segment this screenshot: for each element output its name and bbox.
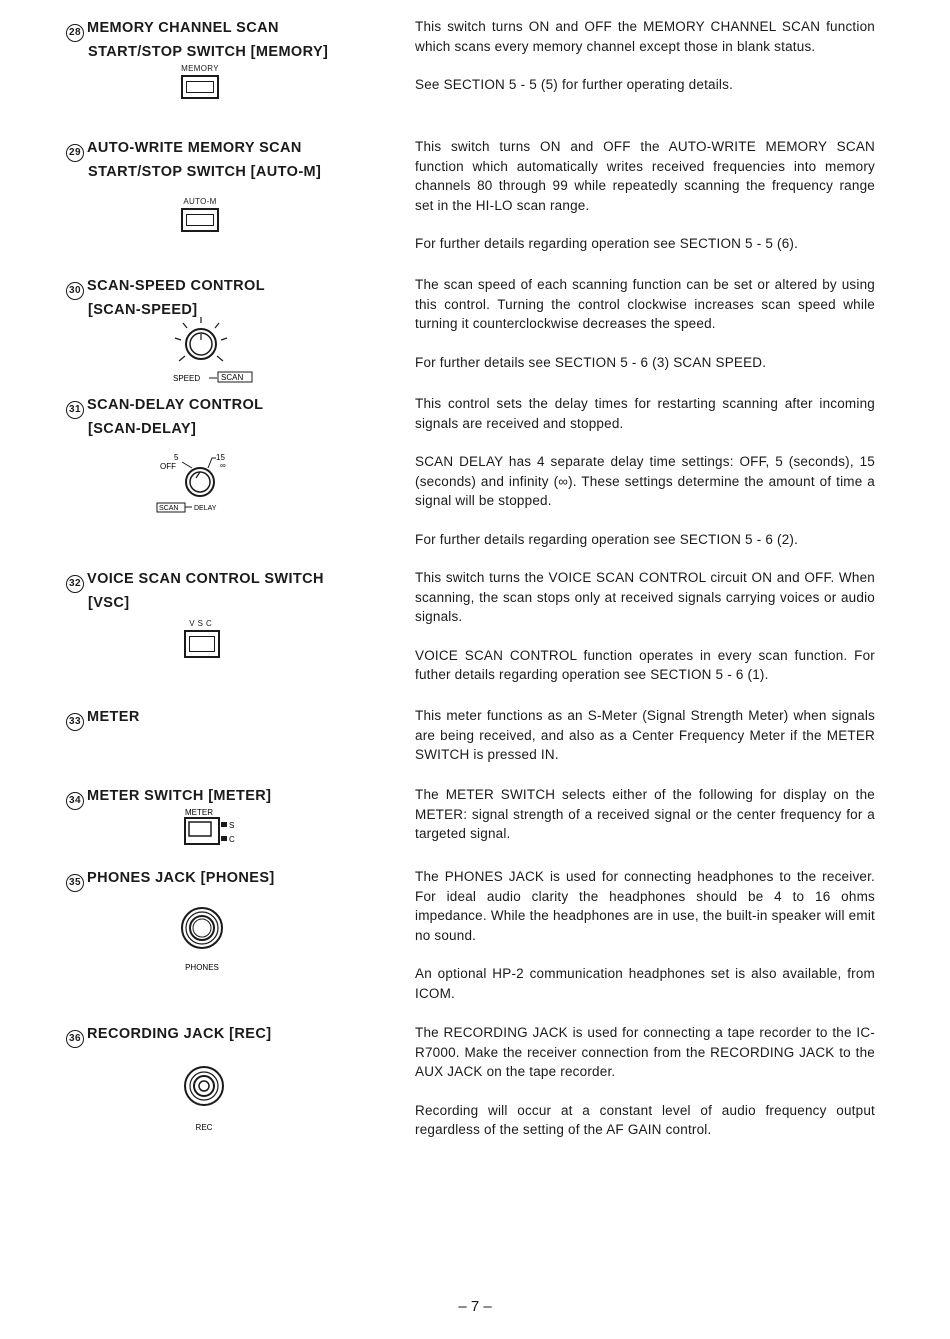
knob-icon <box>165 314 265 386</box>
entry-description <box>415 275 875 391</box>
entry-heading <box>66 868 366 892</box>
heading-line-1: SCAN-DELAY CONTROL <box>87 397 264 413</box>
item-number: 30 <box>66 282 84 300</box>
entry-description <box>415 137 875 273</box>
icon-label: REC <box>195 1123 213 1132</box>
tick-label: 15 <box>216 453 225 462</box>
item-number: 28 <box>66 24 84 42</box>
entry-description <box>415 867 875 1022</box>
rocker-switch-icon <box>176 197 224 232</box>
heading-line-2: [SCAN-SPEED] <box>88 302 198 318</box>
paragraph: For further details see SECTION 5 - 6 (3) SCAN SPEED. <box>415 354 767 370</box>
entry-heading <box>66 1024 366 1048</box>
paragraph: Recording will occur at a constant level of audio frequency output regardless of the setting of the AF GAIN control. <box>415 1102 875 1137</box>
tick-label: C <box>229 835 235 844</box>
paragraph: The RECORDING JACK is used for connecting a tape recorder to the IC-R7000. Make the receiver connection from the RECORDING JACK to the AUX JACK on the tape recorder. <box>415 1025 875 1079</box>
heading-line-1: METER <box>87 709 140 725</box>
heading-line-2: [VSC] <box>88 595 130 611</box>
icon-label-2: SCAN <box>221 373 244 382</box>
push-switch-icon <box>182 806 252 850</box>
heading-line-1: METER SWITCH [METER] <box>87 788 272 804</box>
entry-heading <box>66 707 366 731</box>
item-number: 29 <box>66 144 84 162</box>
heading-line-2: [SCAN-DELAY] <box>88 421 197 437</box>
icon-label: METER <box>185 808 213 817</box>
heading-line-1: RECORDING JACK [REC] <box>87 1026 272 1042</box>
paragraph: An optional HP-2 communication headphones set is also available, from ICOM. <box>415 966 875 1001</box>
icon-label-2: SCAN <box>159 505 179 512</box>
entry-description <box>415 17 875 114</box>
entry-heading <box>66 569 366 613</box>
icon-label: AUTO-M <box>183 197 217 206</box>
paragraph: This control sets the delay times for restarting scanning after incoming signals are received and stopped. <box>415 396 875 431</box>
page-number: – 7 – <box>458 1298 492 1315</box>
rocker-switch-icon <box>176 64 224 99</box>
heading-line-1: MEMORY CHANNEL SCAN <box>87 20 279 36</box>
icon-label: VSC <box>189 619 215 628</box>
item-number: 36 <box>66 1030 84 1048</box>
entry-heading <box>66 138 366 182</box>
item-number: 35 <box>66 874 84 892</box>
entry-description <box>415 785 875 863</box>
heading-line-1: VOICE SCAN CONTROL SWITCH <box>87 571 324 587</box>
paragraph: This switch turns ON and OFF the MEMORY CHANNEL SCAN function which scans every memory channel except those in blank status. <box>415 19 875 54</box>
tick-label: 5 <box>174 453 179 462</box>
rocker-switch-icon <box>180 619 224 658</box>
paragraph: VOICE SCAN CONTROL function operates in every scan function. For futher details regarding operation see SECTION 5 - 6 (1). <box>415 647 875 682</box>
paragraph: SCAN DELAY has 4 separate delay time settings: OFF, 5 (seconds), 15 (seconds) and infinity (∞). These settings determine the amount of time a signal will be stopped. <box>415 454 875 508</box>
item-number: 34 <box>66 792 84 810</box>
entry-description <box>415 568 875 704</box>
paragraph: The METER SWITCH selects either of the following for display on the METER: signal strength of a received signal or the center frequency for a targeted signal. <box>415 787 875 841</box>
heading-line-2: START/STOP SWITCH [MEMORY] <box>88 44 329 60</box>
paragraph: The scan speed of each scanning function can be set or altered by using this control. Turning the control clockwise increases scan speed while turning it counterclockwise decreases the speed. <box>415 277 875 331</box>
heading-line-1: SCAN-SPEED CONTROL <box>87 278 265 294</box>
paragraph: See SECTION 5 - 5 (5) for further operating details. <box>415 77 734 92</box>
icon-label: SPEED <box>173 374 201 383</box>
tick-label: OFF <box>160 462 176 471</box>
tick-label: ∞ <box>220 461 226 470</box>
paragraph: This switch turns the VOICE SCAN CONTROL circuit ON and OFF. When scanning, the scan stops only at received signals carrying voices or audio signals. <box>415 570 875 624</box>
paragraph: This meter functions as an S-Meter (Signal Strength Meter) when signals are being received, and also as a Center Frequency Meter if the METER SWITCH is pressed IN. <box>415 708 875 762</box>
paragraph: The PHONES JACK is used for connecting headphones to the receiver. For ideal audio clarity the headphones should be 4 to 16 ohms impedance. While the headphones are in use, the built-in speaker will emit no sound. <box>415 869 875 943</box>
icon-label: DELAY <box>194 505 217 512</box>
heading-line-2: START/STOP SWITCH [AUTO-M] <box>88 164 322 180</box>
tick-label: S <box>229 821 235 830</box>
knob-icon <box>152 450 242 516</box>
jack-icon <box>176 904 228 976</box>
jack-icon <box>180 1064 228 1136</box>
icon-label: MEMORY <box>181 64 219 73</box>
item-number: 31 <box>66 401 84 419</box>
paragraph: For further details regarding operation see SECTION 5 - 5 (6). <box>415 236 799 251</box>
paragraph: For further details regarding operation see SECTION 5 - 6 (2). <box>415 531 799 547</box>
entry-heading <box>66 395 366 439</box>
heading-line-1: PHONES JACK [PHONES] <box>87 870 275 886</box>
entry-heading <box>66 18 366 62</box>
entry-description <box>415 706 875 784</box>
entry-description <box>415 1023 875 1159</box>
heading-line-1: AUTO-WRITE MEMORY SCAN <box>87 140 302 156</box>
paragraph: This switch turns ON and OFF the AUTO-WRITE MEMORY SCAN function which automatically writes received frequencies into memory channels 80 through 99 while repeatedly scanning the frequency range set in the HI-LO scan range. <box>415 139 875 213</box>
item-number: 32 <box>66 575 84 593</box>
entry-description <box>415 394 875 568</box>
icon-label: PHONES <box>185 963 219 972</box>
item-number: 33 <box>66 713 84 731</box>
